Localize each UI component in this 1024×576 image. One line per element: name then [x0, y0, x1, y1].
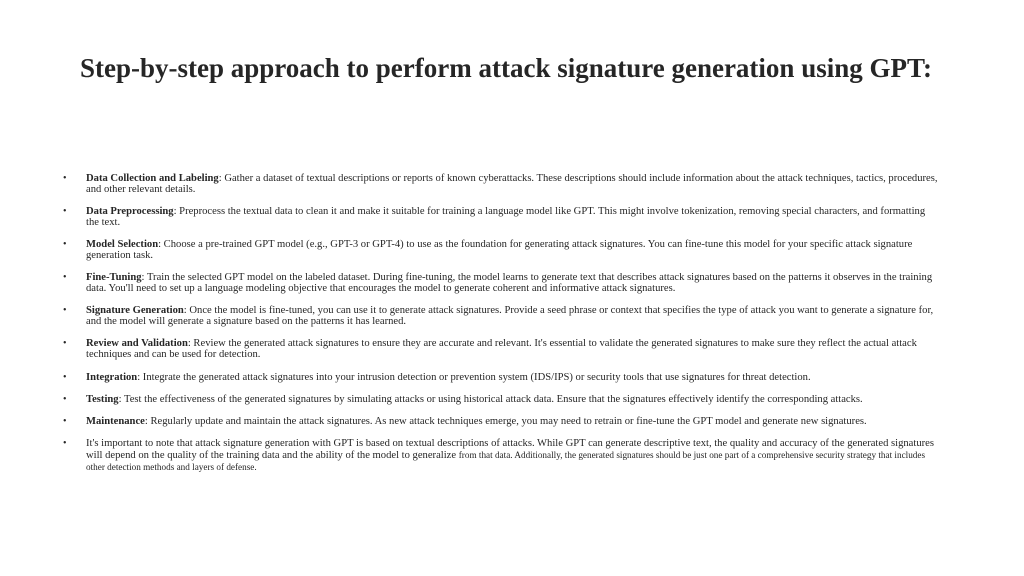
bullet-item [0, 207, 1024, 229]
bullet-item [0, 395, 1024, 406]
bullet-text: : Test the effectiveness of the generated signatures by simulating attacks or using historical attack data. Ensure that the signatures effectively identify the corresponding attacks. [118, 393, 863, 405]
bullet-item [0, 240, 1024, 262]
bullet-item [0, 339, 1024, 361]
bullet-term: Testing [86, 393, 119, 405]
bullet-item [0, 417, 1024, 428]
bullet-text: : Integrate the generated attack signatures into your intrusion detection or prevention system (IDS/IPS) or security tools that use signatures for threat detection. [137, 371, 811, 383]
bullet-text: : Train the selected GPT model on the labeled dataset. During fine-tuning, the model learns to generate text that describes attack signatures based on the patterns it observes in the training data. You'll need to set up a language modeling objective that encourages the model to generate coherent and informative attack signatures. [86, 272, 933, 295]
bullet-term: Integration [86, 371, 138, 383]
bullet-item [0, 273, 1024, 295]
bullet-text: : Gather a dataset of textual descriptions or reports of known cyberattacks. These descriptions should include information about the attack techniques, tactics, procedures, and other relevant details. [86, 173, 938, 195]
bullet-text: : Regularly update and maintain the attack signatures. As new attack techniques emerge, you may need to retrain or fine-tune the GPT model and generate new signatures. [144, 416, 867, 428]
bullet-text: : Once the model is fine-tuned, you can use it to generate attack signatures. Provide a seed phrase or context that specifies the type of attack you want to generate a signature for, and the model will generate a signature based on the patterns it has learned. [86, 305, 934, 328]
note-text: It's important to note that attack signature generation with GPT is based on textual descriptions of attacks. While GPT can generate descriptive text, the quality and accuracy of the generated signatures will depend on the quality of the training data and the ability of the model to generalize [86, 438, 934, 462]
bullet-item [0, 306, 1024, 328]
bullet-term: Data Preprocessing [86, 206, 174, 218]
bullet-term: Signature Generation [86, 305, 184, 317]
slide-title: Step-by-step approach to perform attack signature generation using GPT: [80, 53, 932, 83]
bullet-term: Fine-Tuning [86, 272, 142, 284]
bullet-term: Data Collection and Labeling [86, 173, 219, 184]
note-small-text: from that data. Additionally, the generated signatures should be just one part of a comprehensive security strategy that includes other detection methods and layers of defense. [86, 450, 926, 473]
note-item [0, 439, 1024, 473]
bullet-term: Model Selection [86, 239, 159, 251]
bullet-term: Maintenance [86, 416, 145, 428]
bullet-item [0, 373, 1024, 384]
bullet-text: : Choose a pre-trained GPT model (e.g., GPT-3 or GPT-4) to use as the foundation for generating attack signatures. You can fine-tune this model for your specific attack signature generation task. [86, 239, 913, 261]
bullet-text: : Review the generated attack signatures to ensure they are accurate and relevant. It's essential to validate the generated signatures to make sure they reflect the actual attack techniques and can be used for detection. [86, 338, 917, 361]
bullet-text: : Preprocess the textual data to clean it and make it suitable for training a language model like GPT. This might involve tokenization, removing special characters, and formatting the text. [86, 206, 926, 228]
bullet-item [0, 174, 1024, 196]
bullet-term: Review and Validation [86, 338, 188, 350]
bullet-list [0, 174, 1024, 485]
